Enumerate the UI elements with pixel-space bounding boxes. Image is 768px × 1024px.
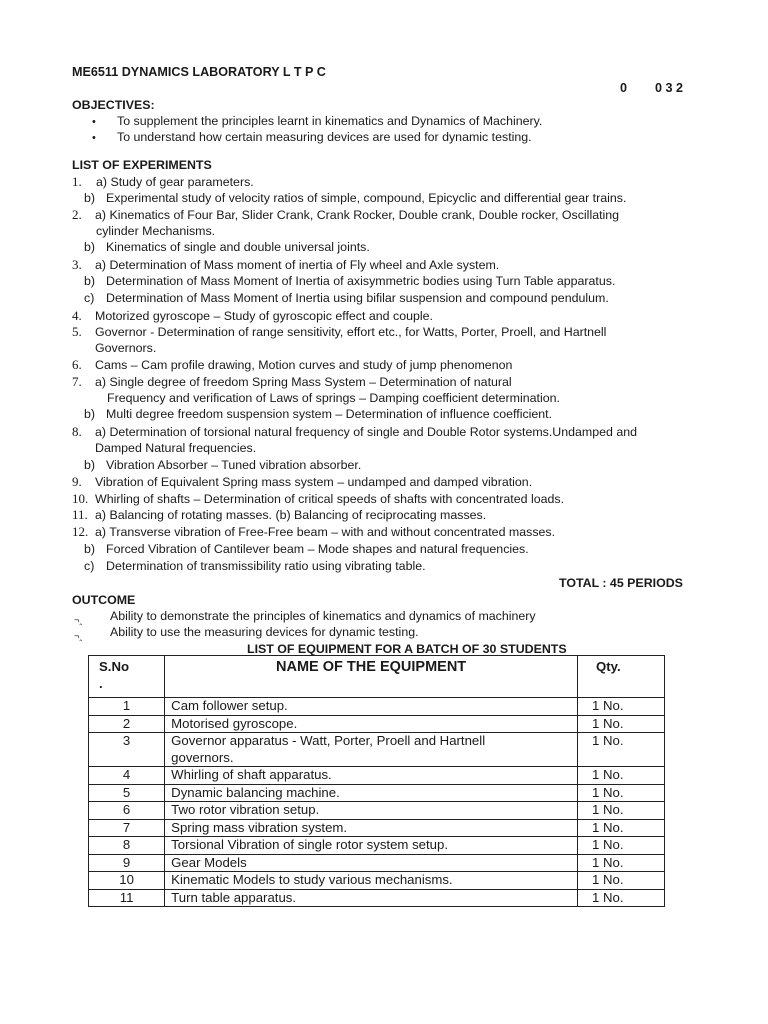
row-sno: 5 (89, 784, 165, 802)
table-row (89, 784, 665, 802)
equipment-name: Gear Models (171, 854, 247, 870)
column-header-qty: Qty. (578, 656, 665, 698)
row-sno: 6 (89, 802, 165, 820)
equipment-name: Dynamic balancing machine. (171, 784, 340, 800)
row-equipment-name (165, 698, 578, 716)
experiment-number: 10. (72, 491, 89, 506)
row-qty: 1 No. (578, 889, 665, 907)
objective-item: To understand how certain measuring devices are used for dynamic testing. (117, 130, 532, 144)
experiment-number: 2. (72, 207, 82, 222)
experiment-number: b) (84, 274, 96, 288)
experiment-text: Determination of transmissibility ratio using vibrating table. (106, 559, 426, 573)
experiment-text: Frequency and verification of Laws of springs – Damping coefficient determination. (107, 391, 560, 405)
row-equipment-name (165, 854, 578, 872)
bullet-icon: • (92, 132, 96, 144)
experiment-number: b) (84, 458, 96, 472)
objectives-heading: OBJECTIVES: (72, 98, 155, 112)
experiment-text: a) Transverse vibration of Free-Free beam – with and without concentrated masses. (95, 525, 556, 539)
equipment-name: Whirling of shaft apparatus. (171, 767, 332, 782)
row-equipment-name (165, 802, 578, 820)
outcome-marker-icon: ¬‸ (74, 631, 83, 641)
row-sno: 8 (89, 837, 165, 855)
outcome-item: Ability to demonstrate the principles of kinematics and dynamics of machinery (110, 609, 536, 623)
experiment-text: Experimental study of velocity ratios of simple, compound, Epicyclic and differential gear trains. (106, 191, 627, 205)
row-sno: 2 (89, 715, 165, 733)
bullet-icon: • (92, 116, 96, 128)
experiment-number: b) (84, 542, 96, 556)
experiment-text: Forced Vibration of Cantilever beam – Mode shapes and natural frequencies. (106, 542, 529, 556)
equipment-name: Spring mass vibration system. (171, 819, 348, 835)
table-row (89, 837, 665, 855)
row-qty: 1 No. (578, 733, 665, 767)
row-sno: 4 (89, 767, 165, 785)
sno-dot: . (99, 675, 103, 691)
experiments-heading: LIST OF EXPERIMENTS (72, 158, 212, 172)
experiment-number: 4. (72, 308, 82, 323)
experiment-number: 12. (72, 524, 89, 539)
experiment-text: Vibration of Equivalent Spring mass system – undamped and damped vibration. (95, 475, 533, 489)
row-qty: 1 No. (578, 837, 665, 855)
experiment-text: a) Determination of Mass moment of inertia of Fly wheel and Axle system. (95, 258, 500, 272)
ltpc-values: 0 0 3 2 (620, 81, 684, 95)
experiment-text: a) Determination of torsional natural frequency of single and Double Rotor systems.Undamped and (95, 425, 638, 439)
equipment-heading: LIST OF EQUIPMENT FOR A BATCH OF 30 STUDENTS (247, 642, 567, 656)
table-row (89, 872, 665, 890)
table-row (89, 889, 665, 907)
table-row (89, 802, 665, 820)
row-equipment-name (165, 715, 578, 733)
experiment-number: b) (84, 240, 96, 254)
row-qty: 1 No. (578, 767, 665, 785)
experiment-text: Motorized gyroscope – Study of gyroscopic effect and couple. (95, 309, 433, 323)
experiment-text: a) Balancing of rotating masses. (b) Balancing of reciprocating masses. (95, 508, 487, 522)
experiment-text: Multi degree freedom suspension system – Determination of influence coefficient. (106, 407, 553, 421)
objective-item: To supplement the principles learnt in kinematics and Dynamics of Machinery. (117, 114, 543, 128)
table-row (89, 698, 665, 716)
experiment-number: 5. (72, 324, 82, 339)
experiment-number: 8. (72, 424, 82, 439)
row-equipment-name (165, 733, 578, 767)
experiment-text: a) Study of gear parameters. (96, 175, 254, 189)
table-row (89, 819, 665, 837)
experiment-text: cylinder Mechanisms. (96, 224, 216, 238)
experiment-number: 1. (72, 174, 82, 189)
experiment-number: c) (84, 291, 95, 305)
experiment-text: Determination of Mass Moment of Inertia using bifilar suspension and compound pendulum. (106, 291, 609, 305)
equipment-name: Two rotor vibration setup. (171, 802, 320, 817)
equipment-name: Cam follower setup. (171, 698, 288, 713)
sno-label: S.No (99, 659, 130, 674)
row-equipment-name (165, 872, 578, 890)
table-row (89, 854, 665, 872)
row-sno: 9 (89, 854, 165, 872)
experiment-text: a) Single degree of freedom Spring Mass System – Determination of natural (95, 375, 512, 389)
equipment-name: Torsional Vibration of single rotor system setup. (171, 837, 448, 852)
experiment-text: Kinematics of single and double universal joints. (106, 240, 370, 254)
row-equipment-name (165, 837, 578, 855)
experiment-text: a) Kinematics of Four Bar, Slider Crank, Crank Rocker, Double crank, Double rocker, Oscillating (95, 208, 620, 222)
row-qty: 1 No. (578, 715, 665, 733)
equipment-name: Motorised gyroscope. (171, 715, 298, 731)
column-header-sno (89, 656, 165, 698)
row-equipment-name (165, 889, 578, 907)
experiment-text: Governors. (95, 341, 157, 355)
table-row (89, 767, 665, 785)
row-equipment-name (165, 767, 578, 785)
experiment-number: b) (84, 407, 96, 421)
table-header-row (89, 656, 665, 698)
equipment-name: Turn table apparatus. (171, 889, 297, 905)
row-qty: 1 No. (578, 819, 665, 837)
course-title: ME6511 DYNAMICS LABORATORY L T P C (72, 65, 326, 79)
row-qty: 1 No. (578, 854, 665, 872)
row-equipment-name (165, 819, 578, 837)
experiment-number: 7. (72, 374, 82, 389)
equipment-name: Governor apparatus - Watt, Porter, Proell and Hartnell (171, 733, 486, 748)
experiment-number: b) (84, 191, 96, 205)
experiment-text: Damped Natural frequencies. (95, 441, 257, 455)
row-qty: 1 No. (578, 872, 665, 890)
equipment-table (88, 655, 665, 907)
row-qty: 1 No. (578, 784, 665, 802)
experiment-text: Vibration Absorber – Tuned vibration absorber. (106, 458, 362, 472)
row-sno: 3 (89, 733, 165, 767)
equipment-name: Kinematic Models to study various mechanisms. (171, 872, 453, 887)
experiment-number: 9. (72, 474, 82, 489)
row-qty: 1 No. (578, 802, 665, 820)
total-periods: TOTAL : 45 PERIODS (559, 576, 683, 590)
equipment-name-cont: governors. (171, 749, 234, 765)
experiment-number: 3. (72, 257, 82, 272)
outcome-heading: OUTCOME (72, 593, 136, 607)
row-equipment-name (165, 784, 578, 802)
column-header-name: NAME OF THE EQUIPMENT (165, 656, 578, 698)
row-sno: 10 (89, 872, 165, 890)
experiment-text: Whirling of shafts – Determination of critical speeds of shafts with concentrated loads. (95, 492, 565, 506)
table-row (89, 733, 665, 767)
row-sno: 11 (89, 889, 165, 907)
table-row (89, 715, 665, 733)
experiment-number: c) (84, 559, 95, 573)
experiment-number: 6. (72, 357, 82, 372)
outcome-item: Ability to use the measuring devices for dynamic testing. (110, 625, 419, 639)
outcome-marker-icon: ¬‸ (74, 615, 83, 625)
experiment-text: Determination of Mass Moment of Inertia of axisymmetric bodies using Turn Table apparatus. (106, 274, 616, 288)
experiment-number: 11. (72, 507, 88, 522)
row-sno: 1 (89, 698, 165, 716)
experiment-text: Governor - Determination of range sensitivity, effort etc., for Watts, Porter, Proell, and Hartnell (95, 325, 607, 339)
row-qty: 1 No. (578, 698, 665, 716)
row-sno: 7 (89, 819, 165, 837)
experiment-text: Cams – Cam profile drawing, Motion curves and study of jump phenomenon (95, 358, 513, 372)
